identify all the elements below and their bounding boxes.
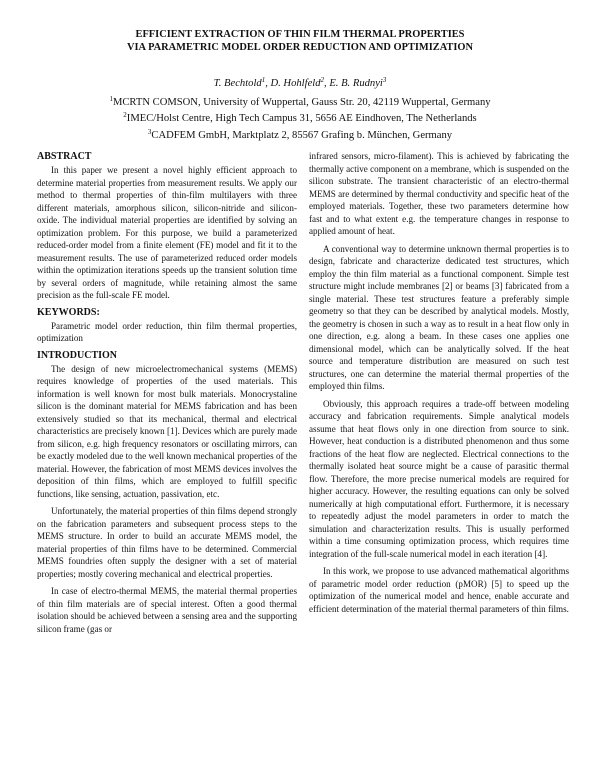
author-affil-marker: 3	[382, 76, 387, 84]
abstract-text: In this paper we present a novel highly efficient approach to determine material properties from measurement results. We apply our method to thermal properties of thin-film multilayers with three different materials, amorphous silicon, silicon-nitride and silicon-oxide. The individual material properties are identified by solving an optimization problem. For this purpose, we build a parameterized reduced-order model from a finite element (FE) model and fit it to the measurement results. The use of parameterized reduced order models within the optimization iterations speeds up the transient solution time by several orders of magnitude, while retaining almost the same precision as the full-scale FE model.	[37, 165, 297, 300]
author-list: T. Bechtold$^1$, D. Hohlfeld$^2$, E. B. Rudnyi$^3$	[213, 76, 387, 89]
keywords-heading: KEYWORDS:	[37, 306, 100, 318]
affiliation-text: CADFEM GmbH, Marktplatz 2, 85567 Grafing b. München, Germany	[151, 129, 453, 141]
intro-paragraph-3-continued: infrared sensors, micro-filament). This is achieved by fabricating the thermally active component on a membrane, which is suspended on the silicon substrate. The transient characteristic of an electro-thermal MEMS are determined by thermal conductivity and specific heat of the employed materials. Together, these two parameters determine how fast and to what extent e.g. the temperature changes in response to applied amount of heat.	[309, 151, 569, 236]
affiliation	[0, 95, 600, 111]
left-column	[37, 150, 297, 635]
abstract-heading: ABSTRACT	[37, 151, 92, 162]
intro-paragraph-6: In this work, we propose to use advanced mathematical algorithms of parametric model order reduction (pMOR) [5] to speed up the optimization of the numerical model and hence, enable accurate and efficient determination of the material thermal parameters of thin films.	[309, 566, 569, 614]
intro-paragraph-2: Unfortunately, the material properties of thin films depend strongly on the fabrication parameters and subsequent process steps to the MEMS structure. In order to build an accurate MEMS model, the material properties of thin films have to be determined. Commercial MEMS foundries often supply the designer with a set of material properties; mostly covering mechanical and electrical properties.	[37, 506, 297, 579]
keywords-text: Parametric model order reduction, thin film thermal properties, optimization	[37, 320, 297, 343]
right-column	[309, 150, 569, 615]
paper-title	[20, 28, 580, 54]
intro-paragraph-4: A conventional way to determine unknown thermal properties is to design, fabricate and characterize dedicated test structures, which employ the thin film material as a functional component. Simple test structure might include membranes [2] or beams [3] fabricated from a single material. These test structures feature a preferably simple geometry so that they can be described by analytical models. Mostly, the geometry is chosen in such a way as to result in a heat flow only in one direction, e.g. along a beam. In these cases one applies one dimensional model, which can be analytically solved. If the heat source and temperature distribution are measured on such test structures, one can determine the material thermal properties of the employed thin films.	[309, 243, 569, 391]
intro-paragraph-3: In case of electro-thermal MEMS, the material thermal properties of thin film materials are of special interest. Often a good thermal isolation should be achieved between a sensing area and the supporting silicon frame (gas or	[37, 586, 297, 634]
affiliation	[0, 128, 600, 144]
affiliation-marker: 2	[123, 111, 127, 120]
affiliation-text: MCRTN COMSON, University of Wuppertal, Gauss Str. 20, 42119 Wuppertal, Germany	[112, 97, 491, 108]
introduction-heading: INTRODUCTION	[37, 349, 118, 361]
author-affil-marker: 2	[320, 76, 325, 84]
affiliation-marker: 3	[147, 127, 152, 136]
affiliation-text: IMEC/Holst Centre, High Tech Campus 31, 5656 AE Eindhoven, The Netherlands	[126, 113, 477, 125]
affiliation-marker: 1	[109, 95, 113, 103]
intro-paragraph-5: Obviously, this approach requires a trade-off between modeling accuracy and fabrication requirements. Simple analytical models assume that heat flows only in one direction from source to sink. However, heat conduction is a distributed phenomenon and thus some fractions of the heat flow are neglected. Electrical connections to the thermally isolated heat source might be a cause of parasitic thermal flow. Therefore, the more precise numerical models are required for higher accuracy. However, the resulting equations can only be solved numerically at high computational effort. Furthermore, it is necessary to repeatedly adjust the model parameters in order to match the simulation and characterization results. This is usually performed within a time consuming optimization process, which requires time integration of the full-scale numerical model in each iteration [4].	[309, 398, 569, 559]
author-name: E. B. Rudnyi	[329, 78, 383, 89]
intro-paragraph-1: The design of new microelectromechanical systems (MEMS) requires knowledge of properties of the used materials. This information is well known for most bulk materials. Monocrystaline silicon is the dominant material for MEMS fabrication and has been extensively studied so that its mechanical, thermal and electrical characteristics are precisely known [1]. Devices which are purely made from silicon, e.g. high frequency resonators or oscillating mirrors, can be exactly modeled due to the well known mechanical properties of the material. However, the fabrication of most MEMS devices involves the deposition of thin films, which are employed to fulfill specific functions, like sensing, actuation, passivation, etc.	[37, 363, 297, 499]
title-line-2: VIA PARAMETRIC MODEL ORDER REDUCTION AND OPTIMIZATION	[127, 42, 473, 53]
author-affil-marker: 1	[261, 76, 266, 84]
title-line-1: EFFICIENT EXTRACTION OF THIN FILM THERMAL PROPERTIES	[135, 29, 465, 40]
affiliation	[0, 111, 600, 127]
author-name: D. Hohlfeld	[270, 78, 321, 89]
affiliation-list	[0, 95, 600, 144]
author-name: T. Bechtold	[213, 78, 262, 89]
